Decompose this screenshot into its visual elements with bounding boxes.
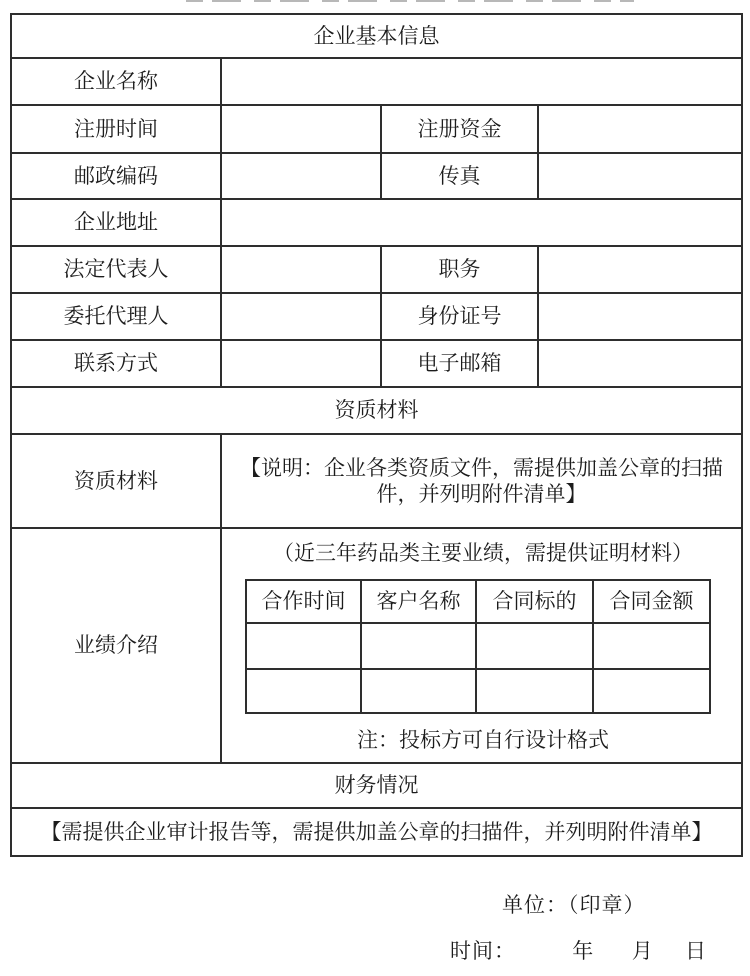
- position-input-cell[interactable]: [538, 246, 742, 293]
- reg-time-label: 注册时间: [11, 105, 221, 153]
- performance-header-row: [246, 580, 710, 623]
- row-registration: [11, 105, 742, 153]
- postal-code-input-cell[interactable]: [221, 153, 381, 199]
- row-legal-rep: [11, 246, 742, 293]
- section-header-row-basic: [11, 14, 742, 58]
- perf-amount-input-cell[interactable]: [593, 623, 710, 669]
- postal-code-label: 邮政编码: [11, 153, 221, 199]
- perf-col-customer-name: 客户名称: [361, 580, 476, 623]
- row-qualification: [11, 434, 742, 528]
- position-label: 职务: [381, 246, 538, 293]
- row-agent: [11, 293, 742, 340]
- performance-empty-row: [246, 623, 710, 669]
- row-company-name: [11, 58, 742, 105]
- signoff-unit-seal: 单位：（印章）: [502, 893, 646, 917]
- agent-input-cell[interactable]: [221, 293, 381, 340]
- company-info-form-table: [10, 13, 743, 857]
- qualification-label: 资质材料: [11, 434, 221, 528]
- legal-rep-label: 法定代表人: [11, 246, 221, 293]
- email-label: 电子邮箱: [381, 340, 538, 387]
- section-header-row-qualification: [11, 387, 742, 434]
- perf-col-cooperation-time: 合作时间: [246, 580, 361, 623]
- perf-time-input-cell[interactable]: [246, 669, 361, 713]
- fax-label: 传真: [381, 153, 538, 199]
- finance-description: 【需提供企业审计报告等，需提供加盖公章的扫描件，并列明附件清单】: [11, 808, 742, 856]
- reg-capital-input-cell[interactable]: [538, 105, 742, 153]
- perf-col-contract-amount: 合同金额: [593, 580, 710, 623]
- section-header-row-finance: [11, 763, 742, 808]
- performance-table: [245, 579, 711, 714]
- perf-subject-input-cell[interactable]: [476, 669, 593, 713]
- perf-subject-input-cell[interactable]: [476, 623, 593, 669]
- performance-label: 业绩介绍: [11, 528, 221, 763]
- contact-input-cell[interactable]: [221, 340, 381, 387]
- performance-empty-row: [246, 669, 710, 713]
- performance-note: 注：投标方可自行设计格式: [357, 728, 609, 752]
- row-contact: [11, 340, 742, 387]
- performance-hint: （近三年药品类主要业绩，需提供证明材料）: [273, 540, 693, 565]
- performance-content-cell: [221, 528, 742, 763]
- company-name-label: 企业名称: [11, 58, 221, 105]
- cropped-text-artifact: [186, 0, 634, 2]
- section-title-basic: 企业基本信息: [11, 14, 742, 58]
- signoff-date: 时间： 年 月 日: [450, 939, 707, 963]
- id-no-label: 身份证号: [381, 293, 538, 340]
- qualification-description: 【说明：企业各类资质文件，需提供加盖公章的扫描件，并列明附件清单】: [221, 434, 742, 528]
- reg-capital-label: 注册资金: [381, 105, 538, 153]
- row-postal-fax: [11, 153, 742, 199]
- agent-label: 委托代理人: [11, 293, 221, 340]
- perf-time-input-cell[interactable]: [246, 623, 361, 669]
- fax-input-cell[interactable]: [538, 153, 742, 199]
- perf-customer-input-cell[interactable]: [361, 623, 476, 669]
- reg-time-input-cell[interactable]: [221, 105, 381, 153]
- address-input-cell[interactable]: [221, 199, 742, 246]
- email-input-cell[interactable]: [538, 340, 742, 387]
- perf-amount-input-cell[interactable]: [593, 669, 710, 713]
- id-no-input-cell[interactable]: [538, 293, 742, 340]
- row-finance-description: [11, 808, 742, 856]
- address-label: 企业地址: [11, 199, 221, 246]
- company-name-input-cell[interactable]: [221, 58, 742, 105]
- row-performance: [11, 528, 742, 763]
- section-title-finance: 财务情况: [11, 763, 742, 808]
- contact-label: 联系方式: [11, 340, 221, 387]
- row-address: [11, 199, 742, 246]
- section-title-qualification: 资质材料: [11, 387, 742, 434]
- perf-customer-input-cell[interactable]: [361, 669, 476, 713]
- perf-col-contract-subject: 合同标的: [476, 580, 593, 623]
- legal-rep-input-cell[interactable]: [221, 246, 381, 293]
